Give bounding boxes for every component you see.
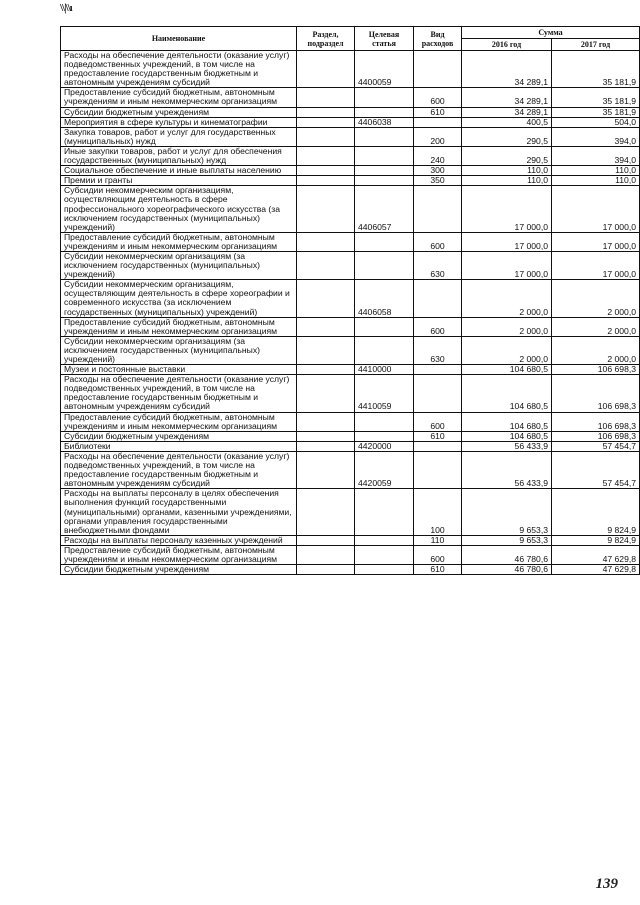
row-name: Расходы на выплаты персоналу в целях обеспечения выполнения функций государственными (муниципальными) органами, казенными учреждениями, органами управления государственными внебюджетными фондами [61, 489, 297, 535]
row-name: Иные закупки товаров, работ и услуг для обеспечения государственных (муниципальных) нужд [61, 146, 297, 165]
row-name: Предоставление субсидий бюджетным, автономным учреждениям и иным некоммерческим организациям [61, 232, 297, 251]
table-row [61, 280, 640, 317]
row-name: Расходы на обеспечение деятельности (оказание услуг) подведомственных учреждений, в том числе на предоставление государственным бюджетным и автономным учреждениям субсидий [61, 375, 297, 412]
row-name: Субсидии некоммерческим организациям (за исключением государственных (муниципальных) учреждений) [61, 336, 297, 364]
row-section [297, 117, 355, 127]
row-kind: 100 [414, 489, 462, 535]
table-row [61, 166, 640, 176]
row-sum-2016: 17 000,0 [462, 186, 552, 232]
row-section [297, 127, 355, 146]
table-row [61, 365, 640, 375]
row-sum-2016: 290,5 [462, 146, 552, 165]
header-kind: Вид расходов [414, 27, 462, 51]
row-name: Субсидии бюджетным учреждениям [61, 107, 297, 117]
row-section [297, 431, 355, 441]
header-section: Раздел, подраздел [297, 27, 355, 51]
row-section [297, 535, 355, 545]
row-kind [414, 451, 462, 488]
row-sum-2016: 9 653,3 [462, 489, 552, 535]
row-sum-2017: 106 698,3 [552, 412, 640, 431]
row-kind [414, 186, 462, 232]
row-sum-2016: 34 289,1 [462, 51, 552, 88]
table-row [61, 51, 640, 88]
row-name: Субсидии некоммерческим организациям (за исключением государственных (муниципальных) учреждений) [61, 251, 297, 279]
row-sum-2016: 34 289,1 [462, 107, 552, 117]
row-sum-2016: 290,5 [462, 127, 552, 146]
row-sum-2016: 110,0 [462, 176, 552, 186]
row-name: Предоставление субсидий бюджетным, автономным учреждениям и иным некоммерческим организациям [61, 412, 297, 431]
row-section [297, 365, 355, 375]
row-section [297, 280, 355, 317]
header-year-2016: 2016 год [462, 39, 552, 51]
row-kind: 600 [414, 317, 462, 336]
table-row [61, 146, 640, 165]
row-kind: 630 [414, 251, 462, 279]
row-section [297, 166, 355, 176]
row-sum-2017: 35 181,9 [552, 88, 640, 107]
page-number: 139 [595, 876, 618, 892]
row-name: Премии и гранты [61, 176, 297, 186]
row-target [355, 107, 414, 117]
row-sum-2017: 2 000,0 [552, 336, 640, 364]
row-target [355, 176, 414, 186]
row-sum-2016: 400,5 [462, 117, 552, 127]
row-name: Мероприятия в сфере культуры и кинематографии [61, 117, 297, 127]
row-sum-2017: 110,0 [552, 166, 640, 176]
row-target [355, 88, 414, 107]
row-target [355, 489, 414, 535]
row-sum-2017: 35 181,9 [552, 107, 640, 117]
row-sum-2017: 9 824,9 [552, 489, 640, 535]
header-name: Наименование [61, 27, 297, 51]
row-kind: 610 [414, 107, 462, 117]
row-name: Предоставление субсидий бюджетным, автономным учреждениям и иным некоммерческим организациям [61, 317, 297, 336]
row-sum-2016: 9 653,3 [462, 535, 552, 545]
row-target: 4410000 [355, 365, 414, 375]
table-row [61, 451, 640, 488]
table-row [61, 186, 640, 232]
row-target [355, 232, 414, 251]
table-row [61, 375, 640, 412]
budget-table [60, 26, 640, 575]
row-sum-2017: 106 698,3 [552, 365, 640, 375]
table-row [61, 117, 640, 127]
row-sum-2016: 56 433,9 [462, 441, 552, 451]
row-kind: 350 [414, 176, 462, 186]
row-sum-2017: 57 454,7 [552, 441, 640, 451]
table-row [61, 431, 640, 441]
row-name: Библиотеки [61, 441, 297, 451]
table-row [61, 127, 640, 146]
row-kind [414, 441, 462, 451]
header-year-2017: 2017 год [552, 39, 640, 51]
row-name: Социальное обеспечение и иные выплаты населению [61, 166, 297, 176]
row-sum-2017: 57 454,7 [552, 451, 640, 488]
row-kind: 630 [414, 336, 462, 364]
row-section [297, 565, 355, 575]
header-target: Целевая статья [355, 27, 414, 51]
row-name: Субсидии бюджетным учреждениям [61, 431, 297, 441]
row-kind: 600 [414, 232, 462, 251]
row-target: 4400059 [355, 51, 414, 88]
row-kind: 600 [414, 88, 462, 107]
row-name: Субсидии некоммерческим организациям, осуществляющим деятельность в сфере профессионального хореографического искусства (за исключением государственных (муниципальных) учреждений) [61, 186, 297, 232]
row-name: Музеи и постоянные выставки [61, 365, 297, 375]
row-name: Расходы на обеспечение деятельности (оказание услуг) подведомственных учреждений, в том числе на предоставление государственным бюджетным и автономным учреждениям субсидий [61, 51, 297, 88]
row-target: 4406038 [355, 117, 414, 127]
row-sum-2016: 56 433,9 [462, 451, 552, 488]
row-sum-2016: 104 680,5 [462, 412, 552, 431]
row-sum-2017: 47 629,8 [552, 565, 640, 575]
row-target: 4420059 [355, 451, 414, 488]
row-section [297, 451, 355, 488]
row-target: 4410059 [355, 375, 414, 412]
row-kind: 240 [414, 146, 462, 165]
row-target [355, 336, 414, 364]
row-sum-2016: 17 000,0 [462, 232, 552, 251]
table-row [61, 88, 640, 107]
row-kind: 110 [414, 535, 462, 545]
row-section [297, 251, 355, 279]
row-sum-2017: 47 629,8 [552, 545, 640, 564]
row-sum-2016: 104 680,5 [462, 365, 552, 375]
table-row [61, 412, 640, 431]
row-name: Расходы на выплаты персоналу казенных учреждений [61, 535, 297, 545]
row-section [297, 375, 355, 412]
row-target: 4420000 [355, 441, 414, 451]
row-target [355, 431, 414, 441]
row-target [355, 251, 414, 279]
row-kind: 200 [414, 127, 462, 146]
row-name: Субсидии некоммерческим организациям, осуществляющим деятельность в сфере хореографии и современного искусства (за исключением государственных (муниципальных) учреждений) [61, 280, 297, 317]
top-scan-mark: \\|\\ı [60, 2, 72, 14]
row-sum-2017: 394,0 [552, 127, 640, 146]
row-sum-2016: 104 680,5 [462, 375, 552, 412]
row-sum-2016: 34 289,1 [462, 88, 552, 107]
table-body [61, 51, 640, 575]
row-name: Расходы на обеспечение деятельности (оказание услуг) подведомственных учреждений, в том числе на предоставление государственным бюджетным и автономным учреждениям субсидий [61, 451, 297, 488]
row-section [297, 107, 355, 117]
row-target [355, 127, 414, 146]
row-section [297, 412, 355, 431]
row-section [297, 317, 355, 336]
row-sum-2017: 17 000,0 [552, 251, 640, 279]
row-sum-2017: 504,0 [552, 117, 640, 127]
row-target [355, 146, 414, 165]
row-kind: 610 [414, 431, 462, 441]
row-kind: 600 [414, 412, 462, 431]
row-name: Предоставление субсидий бюджетным, автономным учреждениям и иным некоммерческим организациям [61, 88, 297, 107]
row-kind [414, 365, 462, 375]
row-target [355, 565, 414, 575]
row-kind [414, 117, 462, 127]
table-row [61, 535, 640, 545]
row-kind [414, 51, 462, 88]
row-sum-2016: 2 000,0 [462, 317, 552, 336]
table-row [61, 545, 640, 564]
row-sum-2017: 106 698,3 [552, 431, 640, 441]
row-target [355, 412, 414, 431]
table-row [61, 565, 640, 575]
row-target [355, 166, 414, 176]
row-section [297, 232, 355, 251]
table-row [61, 336, 640, 364]
row-section [297, 545, 355, 564]
row-sum-2016: 2 000,0 [462, 280, 552, 317]
table-row [61, 107, 640, 117]
row-sum-2017: 17 000,0 [552, 186, 640, 232]
row-target [355, 317, 414, 336]
row-name: Предоставление субсидий бюджетным, автономным учреждениям и иным некоммерческим организациям [61, 545, 297, 564]
row-sum-2017: 2 000,0 [552, 280, 640, 317]
row-sum-2017: 9 824,9 [552, 535, 640, 545]
row-section [297, 176, 355, 186]
row-section [297, 441, 355, 451]
row-section [297, 146, 355, 165]
table-row [61, 489, 640, 535]
row-section [297, 336, 355, 364]
row-kind: 610 [414, 565, 462, 575]
table-header [61, 27, 640, 51]
table-row [61, 317, 640, 336]
row-sum-2016: 2 000,0 [462, 336, 552, 364]
table-row [61, 251, 640, 279]
row-section [297, 88, 355, 107]
row-section [297, 51, 355, 88]
row-sum-2017: 106 698,3 [552, 375, 640, 412]
row-sum-2017: 394,0 [552, 146, 640, 165]
row-name: Закупка товаров, работ и услуг для государственных (муниципальных) нужд [61, 127, 297, 146]
row-sum-2016: 17 000,0 [462, 251, 552, 279]
header-sum: Сумма [462, 27, 640, 39]
row-sum-2017: 17 000,0 [552, 232, 640, 251]
row-sum-2016: 110,0 [462, 166, 552, 176]
row-kind [414, 375, 462, 412]
row-sum-2016: 46 780,6 [462, 545, 552, 564]
table-row [61, 232, 640, 251]
row-kind: 300 [414, 166, 462, 176]
row-sum-2017: 2 000,0 [552, 317, 640, 336]
row-section [297, 186, 355, 232]
row-sum-2017: 35 181,9 [552, 51, 640, 88]
row-sum-2016: 46 780,6 [462, 565, 552, 575]
row-target [355, 545, 414, 564]
table-row [61, 441, 640, 451]
row-target: 4406057 [355, 186, 414, 232]
row-kind [414, 280, 462, 317]
row-sum-2016: 104 680,5 [462, 431, 552, 441]
row-name: Субсидии бюджетным учреждениям [61, 565, 297, 575]
row-sum-2017: 110,0 [552, 176, 640, 186]
table-row [61, 176, 640, 186]
row-target: 4406058 [355, 280, 414, 317]
row-kind: 600 [414, 545, 462, 564]
row-target [355, 535, 414, 545]
row-section [297, 489, 355, 535]
